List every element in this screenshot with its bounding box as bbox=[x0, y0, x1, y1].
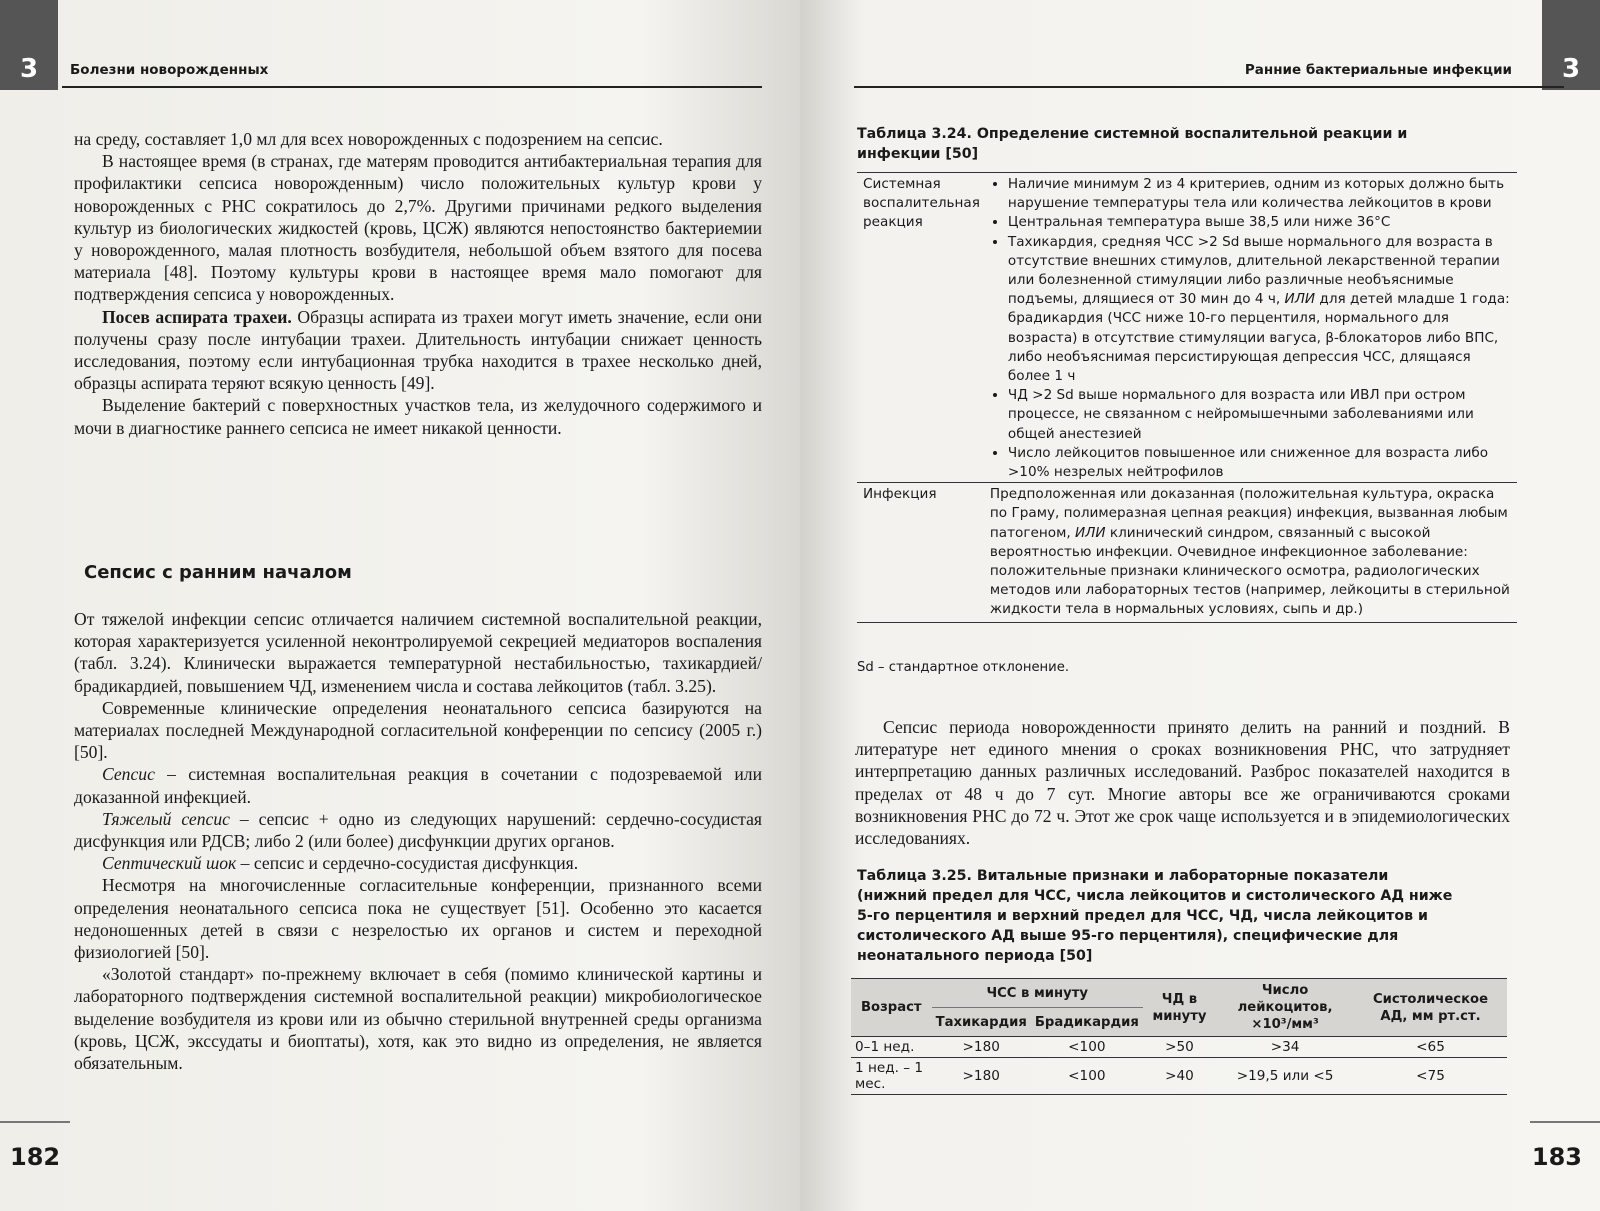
text-run: В настоящее время (в странах, где матерям проводится антибактериальная терапия для профилактики сепсиса новорожденным) число положительных культур крови у новорожденных с РНС сократилось до 2,7%. Другими причинами редкого выделения культур из биологических жидкостей (кровь, ЦСЖ) являются непостоянство бактериемии у новорожденного, малая плотность возбудителя, небольшой объем взятого для посева материала [48]. Поэтому культуры крови в настоящее время мало помогают для подтверждения сепсиса у новорожденных. bbox=[74, 151, 762, 305]
column-header: Систолическое АД, мм рт.ст. bbox=[1354, 979, 1507, 1037]
table-caption bbox=[857, 124, 1417, 164]
column-header: Возраст bbox=[851, 979, 932, 1037]
table-caption-label: Таблица 3.25. bbox=[857, 868, 972, 884]
chapter-tab: 3 bbox=[0, 0, 58, 90]
header-rule bbox=[854, 86, 1564, 88]
table-cell: <75 bbox=[1354, 1058, 1507, 1095]
text-run: – системная воспалительная реакция в сочетании с подозреваемой или доказанной инфекцией. bbox=[74, 764, 762, 807]
text-run: От тяжелой инфекции сепсис отличается наличием системной воспалительной реакции, которая характеризуется усиленной неконтролируемой секрецией медиаторов воспаления (табл. 3.24). Клинически выражается температурной нестабильностью, тахикардией/брадикардией, повышением ЧД, изменением числа и состава лейкоцитов (табл. 3.25). bbox=[74, 609, 762, 696]
table-cell: >50 bbox=[1143, 1037, 1216, 1058]
text-run: на среду, составляет 1,0 мл для всех новорожденных с подозрением на сепсис. bbox=[74, 129, 663, 149]
table-cell: >40 bbox=[1143, 1058, 1216, 1095]
text-run: ИЛИ bbox=[1074, 524, 1106, 541]
paragraph bbox=[74, 808, 762, 852]
criteria-item bbox=[1008, 386, 1513, 444]
page-number: 183 bbox=[1531, 1143, 1582, 1171]
text-run: для детей младше 1 года: брадикардия (ЧСС ниже 10-го перцентиля, нормального для возраста) в отсутствие стимуляции вагуса, β-блокаторов либо ВПС, либо необъяснимая персистирующая депрессия ЧСС, длящаяся более 1 ч bbox=[1007, 291, 1510, 385]
text-run: Наличие минимум 2 из 4 критериев, одним из которых должно быть нарушение температуры тела или количества лейкоцитов в крови bbox=[1007, 176, 1505, 212]
table-caption bbox=[857, 866, 1457, 966]
page-number: 182 bbox=[10, 1143, 61, 1171]
table-caption-text: Определение системной воспалительной реакции и инфекции [50] bbox=[857, 126, 1408, 162]
text-run: Несмотря на многочисленные согласительные конференции, признанного всеми определения неонатального сепсиса пока не существует [51]. Особенно это касается недоношенных детей в связи с незрелостью их органов и систем и переходной физиологией [50]. bbox=[74, 875, 762, 963]
paragraph bbox=[74, 608, 762, 697]
table-cell: >19,5 или <5 bbox=[1216, 1058, 1354, 1095]
text-run: Сепсис bbox=[102, 764, 155, 785]
table-caption-label: Таблица 3.24. bbox=[857, 126, 972, 142]
table-caption-text: Витальные признаки и лабораторные показатели (нижний предел для ЧСС, числа лейкоцитов и систолического АД ниже 5-го перцентиля и верхний предел для ЧСС, ЧД, числа лейкоцитов и систолического АД выше 95-го перцентиля), специфические для неонатального периода [50] bbox=[857, 868, 1453, 964]
paragraph bbox=[74, 852, 762, 874]
footer-rule bbox=[0, 1121, 70, 1123]
paragraph bbox=[74, 763, 762, 807]
paragraph bbox=[74, 874, 762, 963]
column-header: Брадикардия bbox=[1031, 1008, 1143, 1037]
table-note: Sd – стандартное отклонение. bbox=[857, 660, 1070, 675]
text-run: Тяжелый сепсис bbox=[102, 808, 230, 829]
vital-signs-table bbox=[851, 978, 1507, 1095]
paragraph bbox=[74, 394, 762, 438]
table-cell-label: Инфекция bbox=[857, 483, 984, 622]
column-header: Число лейкоцитов, ×10³/мм³ bbox=[1216, 979, 1354, 1037]
table-cell bbox=[984, 483, 1517, 622]
text-run: Современные клинические определения неонатального сепсиса базируются на материалах последней Международной согласительной конференции по сепсису (2005 г.) [50]. bbox=[74, 697, 762, 763]
text-run: Посев аспирата трахеи. bbox=[102, 306, 292, 327]
header-rule bbox=[62, 86, 762, 88]
table-row bbox=[851, 1037, 1507, 1058]
column-header: ЧД в минуту bbox=[1143, 979, 1216, 1037]
text-run: Тахикардия, средняя ЧСС >2 Sd выше нормального для возраста в отсутствие внешних стимулов, длительной лекарственной терапии или болезненной стимуляции либо различные необъяснимые подъемы, длящиеся от 30 мин до 4 ч, bbox=[1007, 233, 1500, 308]
table-body bbox=[851, 1037, 1507, 1095]
paragraph bbox=[74, 697, 762, 764]
chapter-tab: 3 bbox=[1542, 0, 1600, 90]
text-run: клинический синдром, связанный с высокой вероятностью инфекции. Очевидное инфекционное заболевание: положительные признаки клинического осмотра, радиологических методов или лабораторных тестов (например, лейкоциты в стерильной жидкости тела в нормальных условиях, сыпь и др.) bbox=[989, 524, 1510, 618]
criteria-item bbox=[1008, 175, 1513, 213]
text-run: – сепсис и сердечно-сосудистая дисфункция. bbox=[236, 853, 579, 874]
criteria-item bbox=[1008, 444, 1513, 482]
sirs-definition-table bbox=[857, 172, 1517, 623]
criteria-list bbox=[990, 175, 1513, 482]
text-run: – сепсис + одно из следующих нарушений: сердечно-сосудистая дисфункция или РДСВ; либо 2 (или более) дисфункции других органов. bbox=[74, 808, 762, 852]
table-cell: <100 bbox=[1031, 1037, 1143, 1058]
text-run: «Золотой стандарт» по-прежнему включает в себя (помимо клинической картины и лабораторного подтверждения системной воспалительной реакции) микробиологическое выделение возбудителя из крови или из обычно стерильной внутренней среды организма (кровь, ЦСЖ, экссудаты и биоптаты), хотя, как это видно из определения, не является обязательным. bbox=[74, 964, 762, 1074]
table-cell: <65 bbox=[1354, 1037, 1507, 1058]
column-header: Тахикардия bbox=[932, 1008, 1031, 1037]
criteria-item bbox=[1008, 233, 1513, 387]
table-cell bbox=[984, 173, 1517, 483]
column-header-group: ЧСС в минуту bbox=[932, 979, 1143, 1008]
table-cell: >180 bbox=[932, 1037, 1031, 1058]
text-run: Предположенная или доказанная (положительная культура, окраска по Граму, полимеразная цепная реакция) инфекция, вызванная любым патогеном, bbox=[989, 486, 1508, 541]
table-cell: 1 нед. – 1 мес. bbox=[851, 1058, 932, 1095]
running-head: Ранние бактериальные инфекции bbox=[1244, 62, 1512, 78]
body-text-block bbox=[74, 128, 762, 439]
table-cell: <100 bbox=[1031, 1058, 1143, 1095]
text-run: Центральная температура выше 38,5 или ниже 36°С bbox=[1007, 214, 1391, 231]
table-row bbox=[851, 1058, 1507, 1095]
body-text-block bbox=[855, 716, 1510, 849]
section-heading: Сепсис с ранним началом bbox=[84, 562, 352, 583]
text-run: ИЛИ bbox=[1284, 291, 1316, 308]
table-cell: >180 bbox=[932, 1058, 1031, 1095]
text-run: Септический шок bbox=[102, 853, 237, 874]
table-cell: >34 bbox=[1216, 1037, 1354, 1058]
text-run: Выделение бактерий с поверхностных участков тела, из желудочного содержимого и мочи в диагностике раннего сепсиса не имеет никакой ценности. bbox=[74, 395, 762, 438]
paragraph bbox=[74, 306, 762, 395]
text-run: Число лейкоцитов повышенное или сниженное для возраста либо >10% незрелых нейтрофилов bbox=[1007, 444, 1489, 481]
text-run: Образцы аспирата из трахеи могут иметь значение, если они получены сразу после интубации трахеи. Длительность интубации снижает ценность исследования, поэтому если интубационная трубка находится в трахее несколько дней, образцы аспирата теряют всякую ценность [49]. bbox=[74, 306, 762, 394]
body-text-block bbox=[74, 608, 762, 1074]
paragraph bbox=[74, 963, 762, 1074]
table-row bbox=[857, 173, 1517, 483]
text-run: ЧД >2 Sd выше нормального для возраста или ИВЛ при остром процессе, не связанном с нейромышечными заболеваниями или общей анестезией bbox=[1007, 387, 1474, 442]
paragraph bbox=[74, 150, 762, 305]
footer-rule bbox=[1530, 1121, 1600, 1123]
table-cell: 0–1 нед. bbox=[851, 1037, 932, 1058]
criteria-item bbox=[1008, 213, 1513, 232]
table-row bbox=[857, 483, 1517, 622]
table-cell-label: Системная воспалительная реакция bbox=[857, 173, 984, 483]
paragraph: Сепсис периода новорожденности принято делить на ранний и поздний. В литературе нет единого мнения о сроках возникновения РНС, что затрудняет интерпретацию данных различных исследований. Разброс показателей находится в пределах от 48 ч до 7 сут. Многие авторы все же ограничиваются сроками возникновения РНС до 72 ч. Этот же срок чаще используется и в эпидемиологических исследованиях. bbox=[855, 717, 1510, 849]
paragraph bbox=[74, 128, 762, 150]
running-head: Болезни новорожденных bbox=[70, 62, 269, 78]
